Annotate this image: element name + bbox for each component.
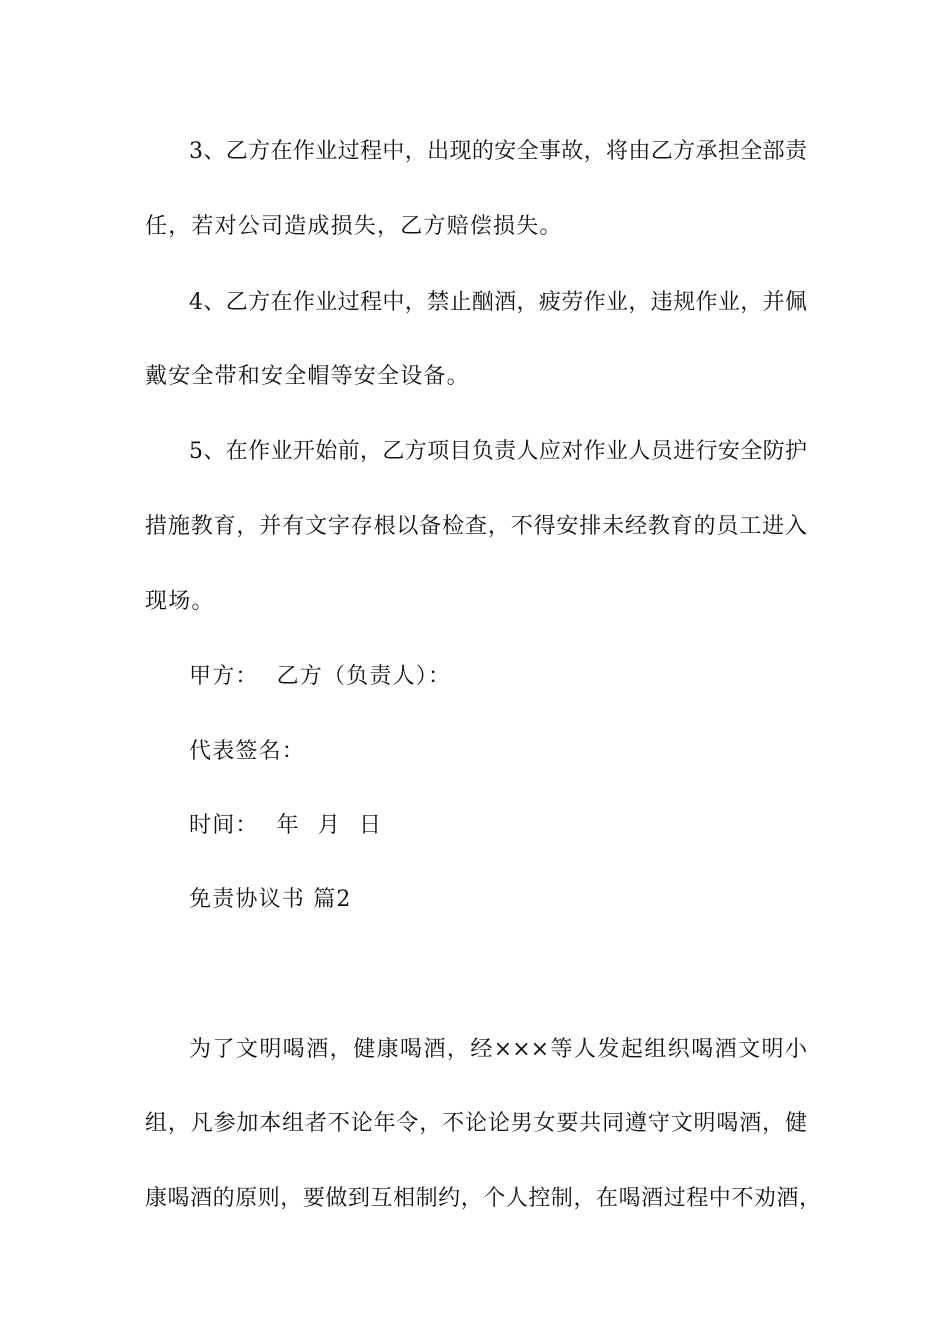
- paragraph-4-line-2: 戴安全带和安全帽等安全设备。: [145, 364, 470, 389]
- time-label: 时间：: [189, 813, 259, 838]
- paragraph-6-line-3: 康喝酒的原则，要做到互相制约，个人控制，在喝酒过程中不劝酒，: [145, 1186, 821, 1211]
- party-a-label: 甲方：: [189, 664, 259, 689]
- paragraph-6-line-1: 为了文明喝酒，健康喝酒，经×××等人发起组织喝酒文明小: [189, 1037, 807, 1062]
- paragraph-4-line-1: 4、乙方在作业过程中，禁止酗酒，疲劳作业，违规作业，并佩: [189, 290, 807, 315]
- paragraph-5-line-2: 措施教育，并有文字存根以备检查，不得安排未经教育的员工进入: [145, 514, 807, 539]
- paragraph-6-line-2: 组，凡参加本组者不论年令，不论论男女要共同遵守文明喝酒，健: [145, 1111, 807, 1136]
- year-label: 年: [276, 813, 300, 838]
- date-line: [189, 813, 382, 839]
- month-label: 月: [317, 813, 342, 838]
- section-title: 免责协议书 篇2: [189, 887, 352, 912]
- paragraph-5-line-3: 现场。: [145, 589, 215, 614]
- paragraph-3-line-2: 任，若对公司造成损失，乙方赔偿损失。: [145, 214, 563, 239]
- paragraph-3-line-1: 3、乙方在作业过程中，出现的安全事故，将由乙方承担全部责: [189, 139, 807, 164]
- paragraph-5-line-1: 5、在作业开始前，乙方项目负责人应对作业人员进行安全防护: [189, 439, 807, 464]
- representative-signature-label: 代表签名：: [189, 739, 306, 764]
- party-signature-line: [189, 664, 451, 690]
- party-b-label: 乙方（负责人）：: [276, 664, 452, 689]
- day-label: 日: [359, 813, 383, 838]
